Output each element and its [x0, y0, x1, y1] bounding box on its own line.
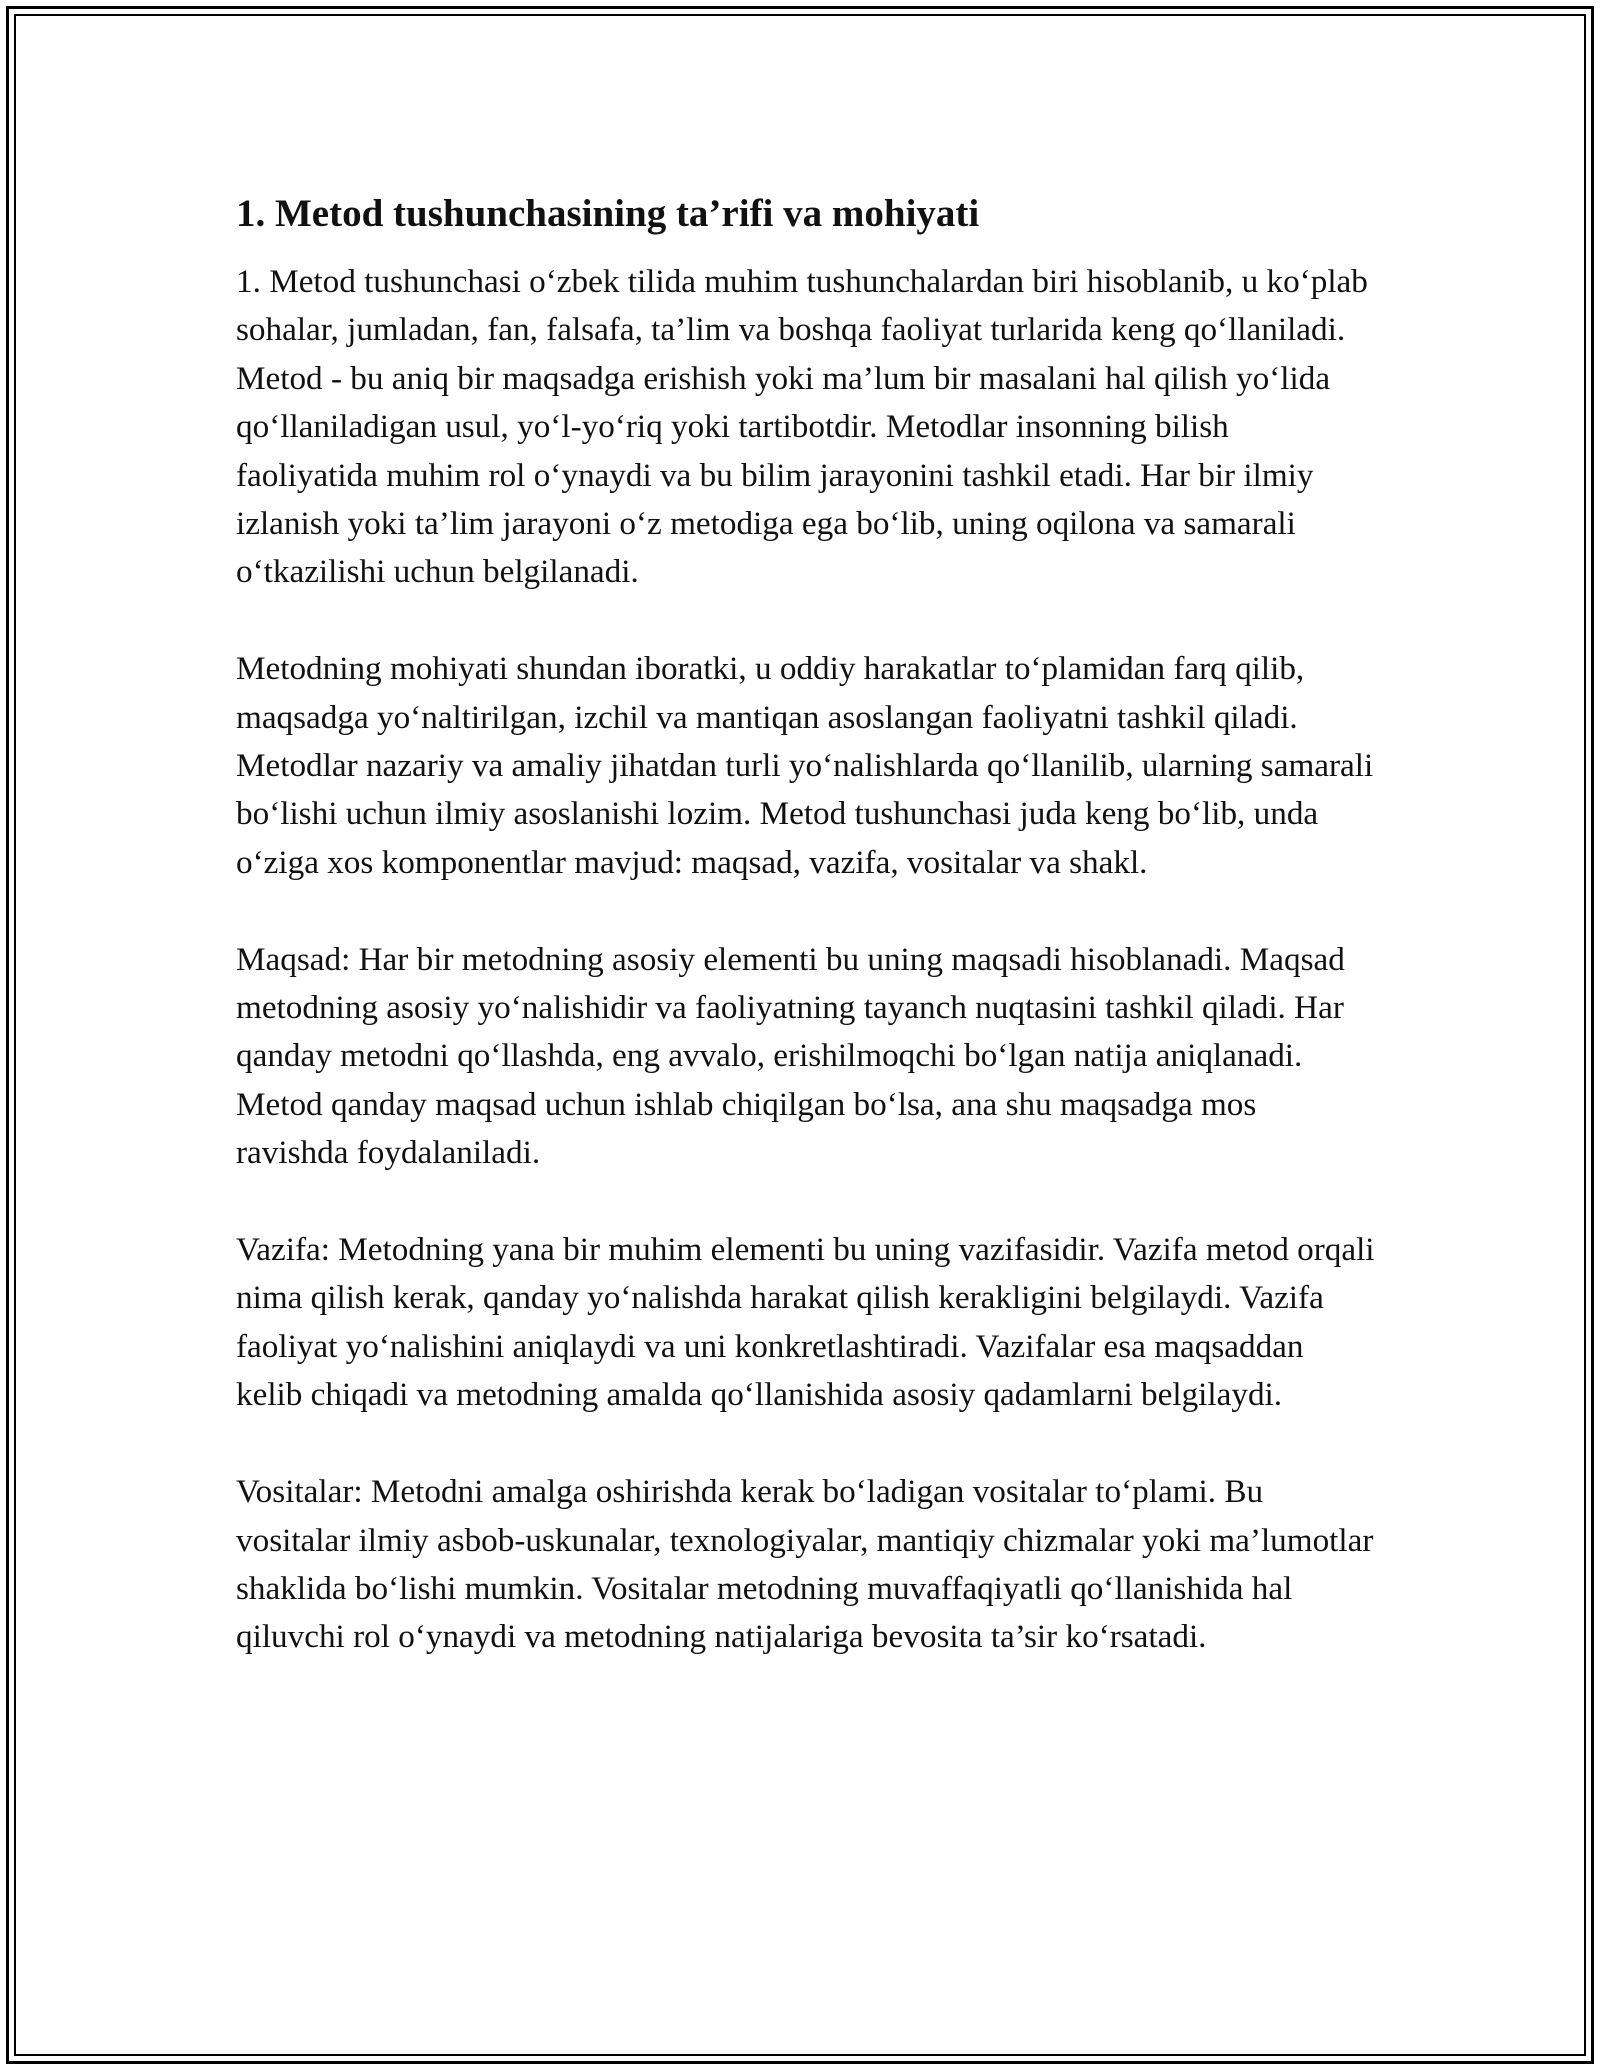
paragraph-vazifa: Vazifa: Metodning yana bir muhim elementi bu uning vazifasidir. Vazifa metod orqali nima qilish kerak, qanday yo‘nalishda harakat qilish kerakligini belgilaydi. Vazifa faoliyat yo‘nalishini aniqlaydi va uni konkretlashtiradi. Vazifalar esa maqsaddan kelib chiqadi va metodning amalda qo‘llanishida asosiy qadamlarni belgilaydi. [236, 1231, 1375, 1414]
paragraph-maqsad: Maqsad: Har bir metodning asosiy elementi bu uning maqsadi hisoblanadi. Maqsad metodning asosiy yo‘nalishidir va faoliyatning tayanch nuqtasini tashkil qiladi. Har qanday metodni qo‘llashda, eng avvalo, erishilmoqchi bo‘lgan natija aniqlanadi. Metod qanday maqsad uchun ishlab chiqilgan bo‘lsa, ana shu maqsadga mos ravishda foydalaniladi. [236, 940, 1345, 1172]
document-body [236, 188, 1376, 1710]
section-heading: 1. Metod tushunchasining ta’rifi va mohiyati [236, 192, 980, 235]
paragraph-vositalar: Vositalar: Metodni amalga oshirishda kerak bo‘ladigan vositalar to‘plami. Bu vositalar ilmiy asbob-uskunalar, texnologiyalar, mantiqiy chizmalar yoki ma’lumotlar shaklida bo‘lishi mumkin. Vositalar metodning muvaffaqiyatli qo‘llanishida hal qiluvchi rol o‘ynaydi va metodning natijalariga bevosita ta’sir ko‘rsatadi. [236, 1473, 1374, 1656]
paragraph-essence: Metodning mohiyati shundan iboratki, u oddiy harakatlar to‘plamidan farq qilib, maqsadga yo‘naltirilgan, izchil va mantiqan asoslangan faoliyatni tashkil qiladi. Metodlar nazariy va amaliy jihatdan turli yo‘nalishlarda qo‘llanilib, ularning samarali bo‘lishi uchun ilmiy asoslanishi lozim. Metod tushunchasi juda keng bo‘lib, unda o‘ziga xos komponentlar mavjud: maqsad, vazifa, vositalar va shakl. [236, 650, 1374, 881]
paragraph-intro: 1. Metod tushunchasi o‘zbek tilida muhim tushunchalardan biri hisoblanib, u ko‘plab sohalar, jumladan, fan, falsafa, ta’lim va boshqa faoliyat turlarida keng qo‘llaniladi. Metod - bu aniq bir maqsadga erishish yoki ma’lum bir masalani hal qilish yo‘lida qo‘llaniladigan usul, yo‘l-yo‘riq yoki tartibotdir. Metodlar insonning bilish faoliyatida muhim rol o‘ynaydi va bu bilim jarayonini tashkil etadi. Har bir ilmiy izlanish yoki ta’lim jarayoni o‘z metodiga ega bo‘lib, uning oqilona va samarali o‘tkazilishi uchun belgilanadi. [236, 263, 1368, 591]
